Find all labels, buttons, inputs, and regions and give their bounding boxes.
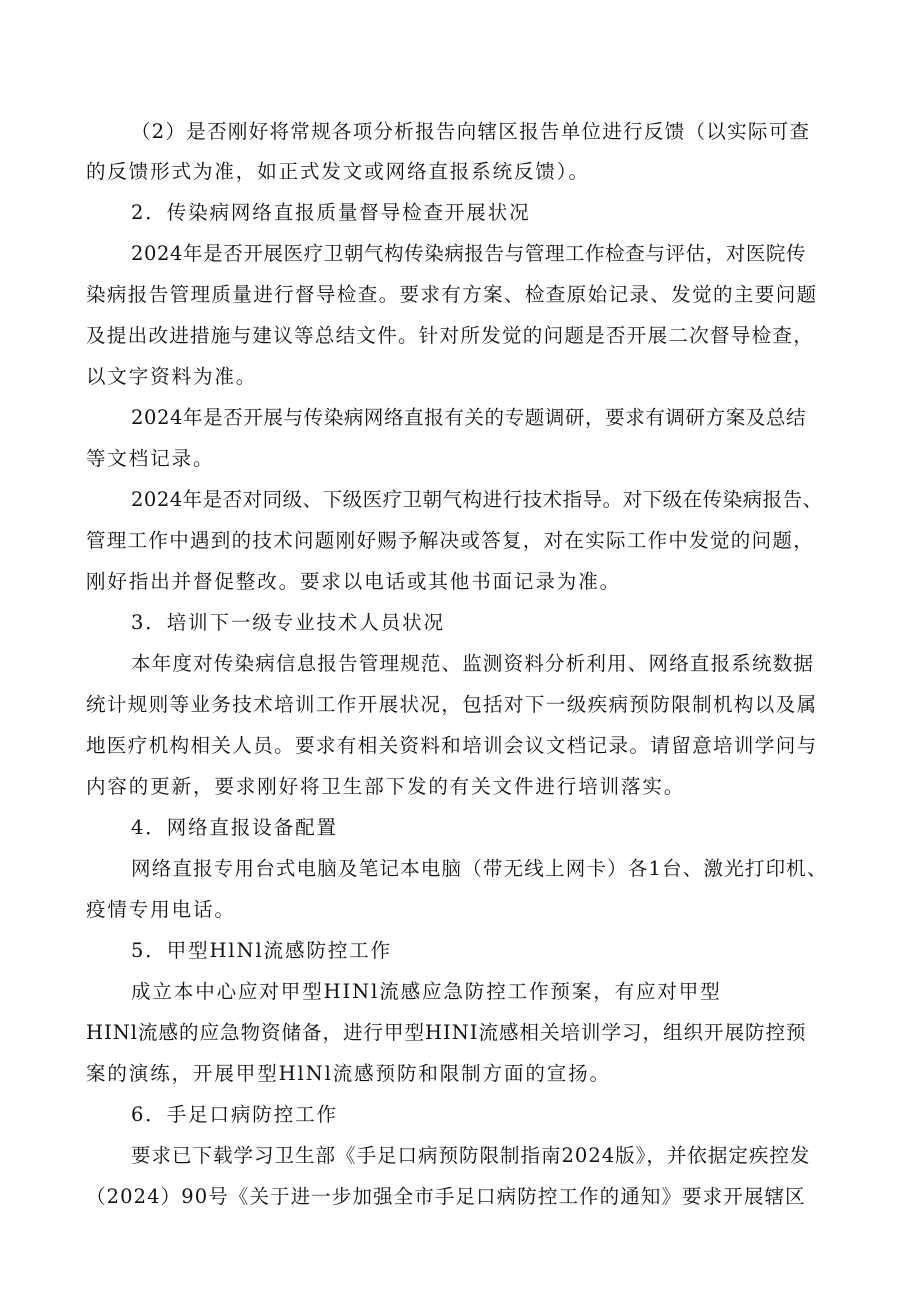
text-line: 管理工作中遇到的技术问题刚好赐予解决或答复，对在实际工作中发觉的问题， [86, 529, 815, 552]
section-heading: 2．传染病网络直报质量督导检查开展状况 [131, 201, 531, 224]
text-line: 刚好指出并督促整改。要求以电话或其他书面记录为准。 [86, 570, 622, 593]
text-line: 成立本中心应对甲型HINl流感应急防控工作预案，有应对甲型 [131, 980, 722, 1003]
text-line: 以文字资料为准。 [86, 365, 258, 388]
text-line: 案的演练，开展甲型HlNl流感预防和限制方面的宣扬。 [86, 1062, 611, 1085]
text-line: 地医疗机构相关人员。要求有相关资料和培训会议文档记录。请留意培训学问与 [86, 734, 818, 757]
text-line: 统计规则等业务技术培训工作开展状况，包括对下一级疾病预防限制机构以及属 [86, 693, 818, 716]
text-line: 网络直报专用台式电脑及笔记本电脑（带无线上网卡）各1台、激光打印机、 [131, 857, 828, 880]
text-line: 本年度对传染病信息报告管理规范、监测资料分析利用、网络直报系统数据 [131, 652, 815, 675]
section-heading: 5．甲型HlNl流感防控工作 [131, 939, 393, 962]
text-line: 2024年是否对同级、下级医疗卫朝气构进行技术指导。对下级在传染病报告、 [131, 488, 823, 511]
section-heading: 3．培训下一级专业技术人员状况 [131, 611, 445, 634]
text-line: （2024）90号《关于进一步加强全市手足口病防控工作的通知》要求开展辖区 [86, 1185, 806, 1208]
section-heading: 6．手足口病防控工作 [131, 1103, 338, 1126]
section-heading: 4．网络直报设备配置 [131, 816, 338, 839]
text-line: HINl流感的应急物资储备，进行甲型HINI流感相关培训学习，组织开展防控预 [86, 1021, 807, 1044]
text-line: 2024年是否开展与传染病网络直报有关的专题调研，要求有调研方案及总结 [131, 406, 807, 429]
text-line: 要求已下载学习卫生部《手足口病预防限制指南2024版》，并依据定疾控发 [131, 1144, 811, 1167]
text-line: 及提出改进措施与建议等总结文件。针对所发觉的问题是否开展二次督导检查， [86, 324, 815, 347]
text-line: 的反馈形式为准，如正式发文或网络直报系统反馈）。 [86, 160, 590, 183]
text-line: 内容的更新，要求刚好将卫生部下发的有关文件进行培训落实。 [86, 775, 686, 798]
text-line: （2）是否刚好将常规各项分析报告向辖区报告单位进行反馈（以实际可查 [131, 120, 811, 143]
text-line: 疫情专用电话。 [86, 898, 236, 921]
text-line: 等文档记录。 [86, 447, 215, 470]
text-line: 2024年是否开展医疗卫朝气构传染病报告与管理工作检查与评估，对医院传 [131, 242, 807, 265]
text-line: 染病报告管理质量进行督导检查。要求有方案、检查原始记录、发觉的主要问题 [86, 283, 818, 306]
